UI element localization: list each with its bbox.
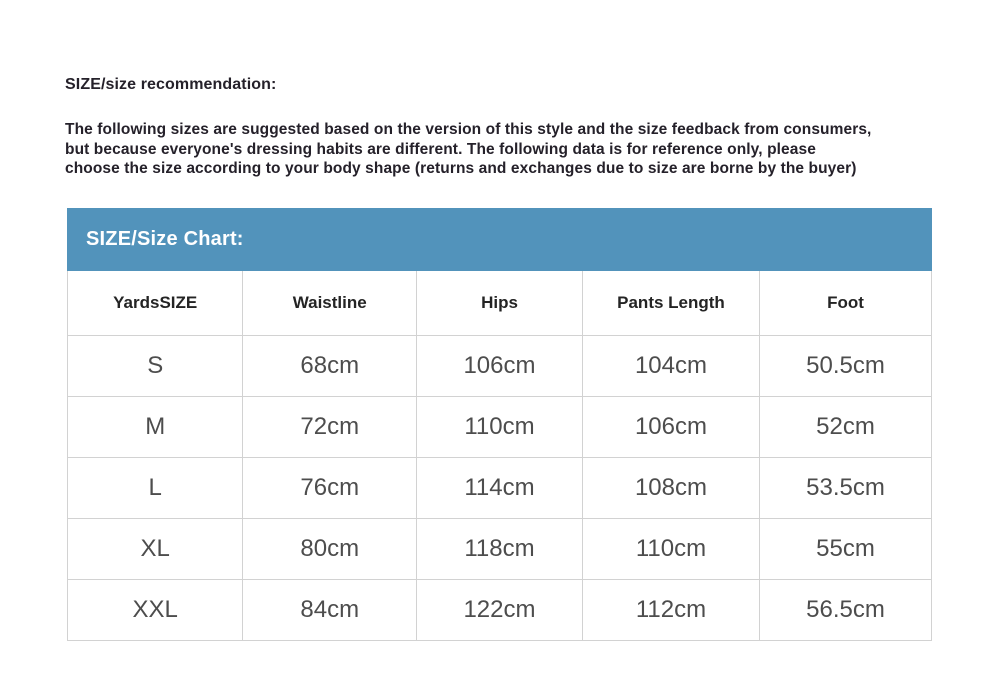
column-header-foot: Foot: [760, 271, 932, 336]
cell-waistline: 76cm: [243, 457, 417, 518]
table-header-row: [68, 271, 932, 336]
table-row: [68, 457, 932, 518]
cell-pants-length: 108cm: [582, 457, 759, 518]
column-header-pants-length: Pants Length: [582, 271, 759, 336]
cell-foot: 52cm: [760, 396, 932, 457]
cell-pants-length: 112cm: [582, 579, 759, 640]
size-chart-banner-title: SIZE/Size Chart:: [86, 227, 244, 250]
cell-size: XL: [68, 518, 243, 579]
cell-hips: 118cm: [417, 518, 583, 579]
cell-size: S: [68, 335, 243, 396]
size-chart-section: [67, 208, 932, 641]
cell-foot: 55cm: [760, 518, 932, 579]
cell-foot: 50.5cm: [760, 335, 932, 396]
intro-line: choose the size according to your body shape (returns and exchanges due to size are borne by the buyer): [65, 160, 857, 177]
cell-waistline: 72cm: [243, 396, 417, 457]
size-recommendation-heading: SIZE/size recommendation:: [65, 76, 277, 93]
column-header-hips: Hips: [417, 271, 583, 336]
cell-size: XXL: [68, 579, 243, 640]
column-header-waistline: Waistline: [243, 271, 417, 336]
cell-hips: 122cm: [417, 579, 583, 640]
cell-waistline: 68cm: [243, 335, 417, 396]
table-row: [68, 518, 932, 579]
column-header-yards-size: YardsSIZE: [68, 271, 243, 336]
cell-hips: 114cm: [417, 457, 583, 518]
cell-hips: 106cm: [417, 335, 583, 396]
size-chart-table: [67, 271, 932, 641]
cell-pants-length: 104cm: [582, 335, 759, 396]
cell-waistline: 84cm: [243, 579, 417, 640]
table-row: [68, 579, 932, 640]
intro-line: but because everyone's dressing habits are different. The following data is for reference only, please: [65, 140, 816, 158]
table-row: [68, 396, 932, 457]
cell-pants-length: 110cm: [582, 518, 759, 579]
table-row: [68, 335, 932, 396]
cell-size: L: [68, 457, 243, 518]
cell-hips: 110cm: [417, 396, 583, 457]
intro-line: The following sizes are suggested based on the version of this style and the size feedback from consumers,: [65, 121, 872, 138]
size-chart-banner: [67, 208, 932, 271]
cell-foot: 56.5cm: [760, 579, 932, 640]
cell-size: M: [68, 396, 243, 457]
size-recommendation-intro: [65, 120, 935, 179]
cell-pants-length: 106cm: [582, 396, 759, 457]
cell-waistline: 80cm: [243, 518, 417, 579]
cell-foot: 53.5cm: [760, 457, 932, 518]
